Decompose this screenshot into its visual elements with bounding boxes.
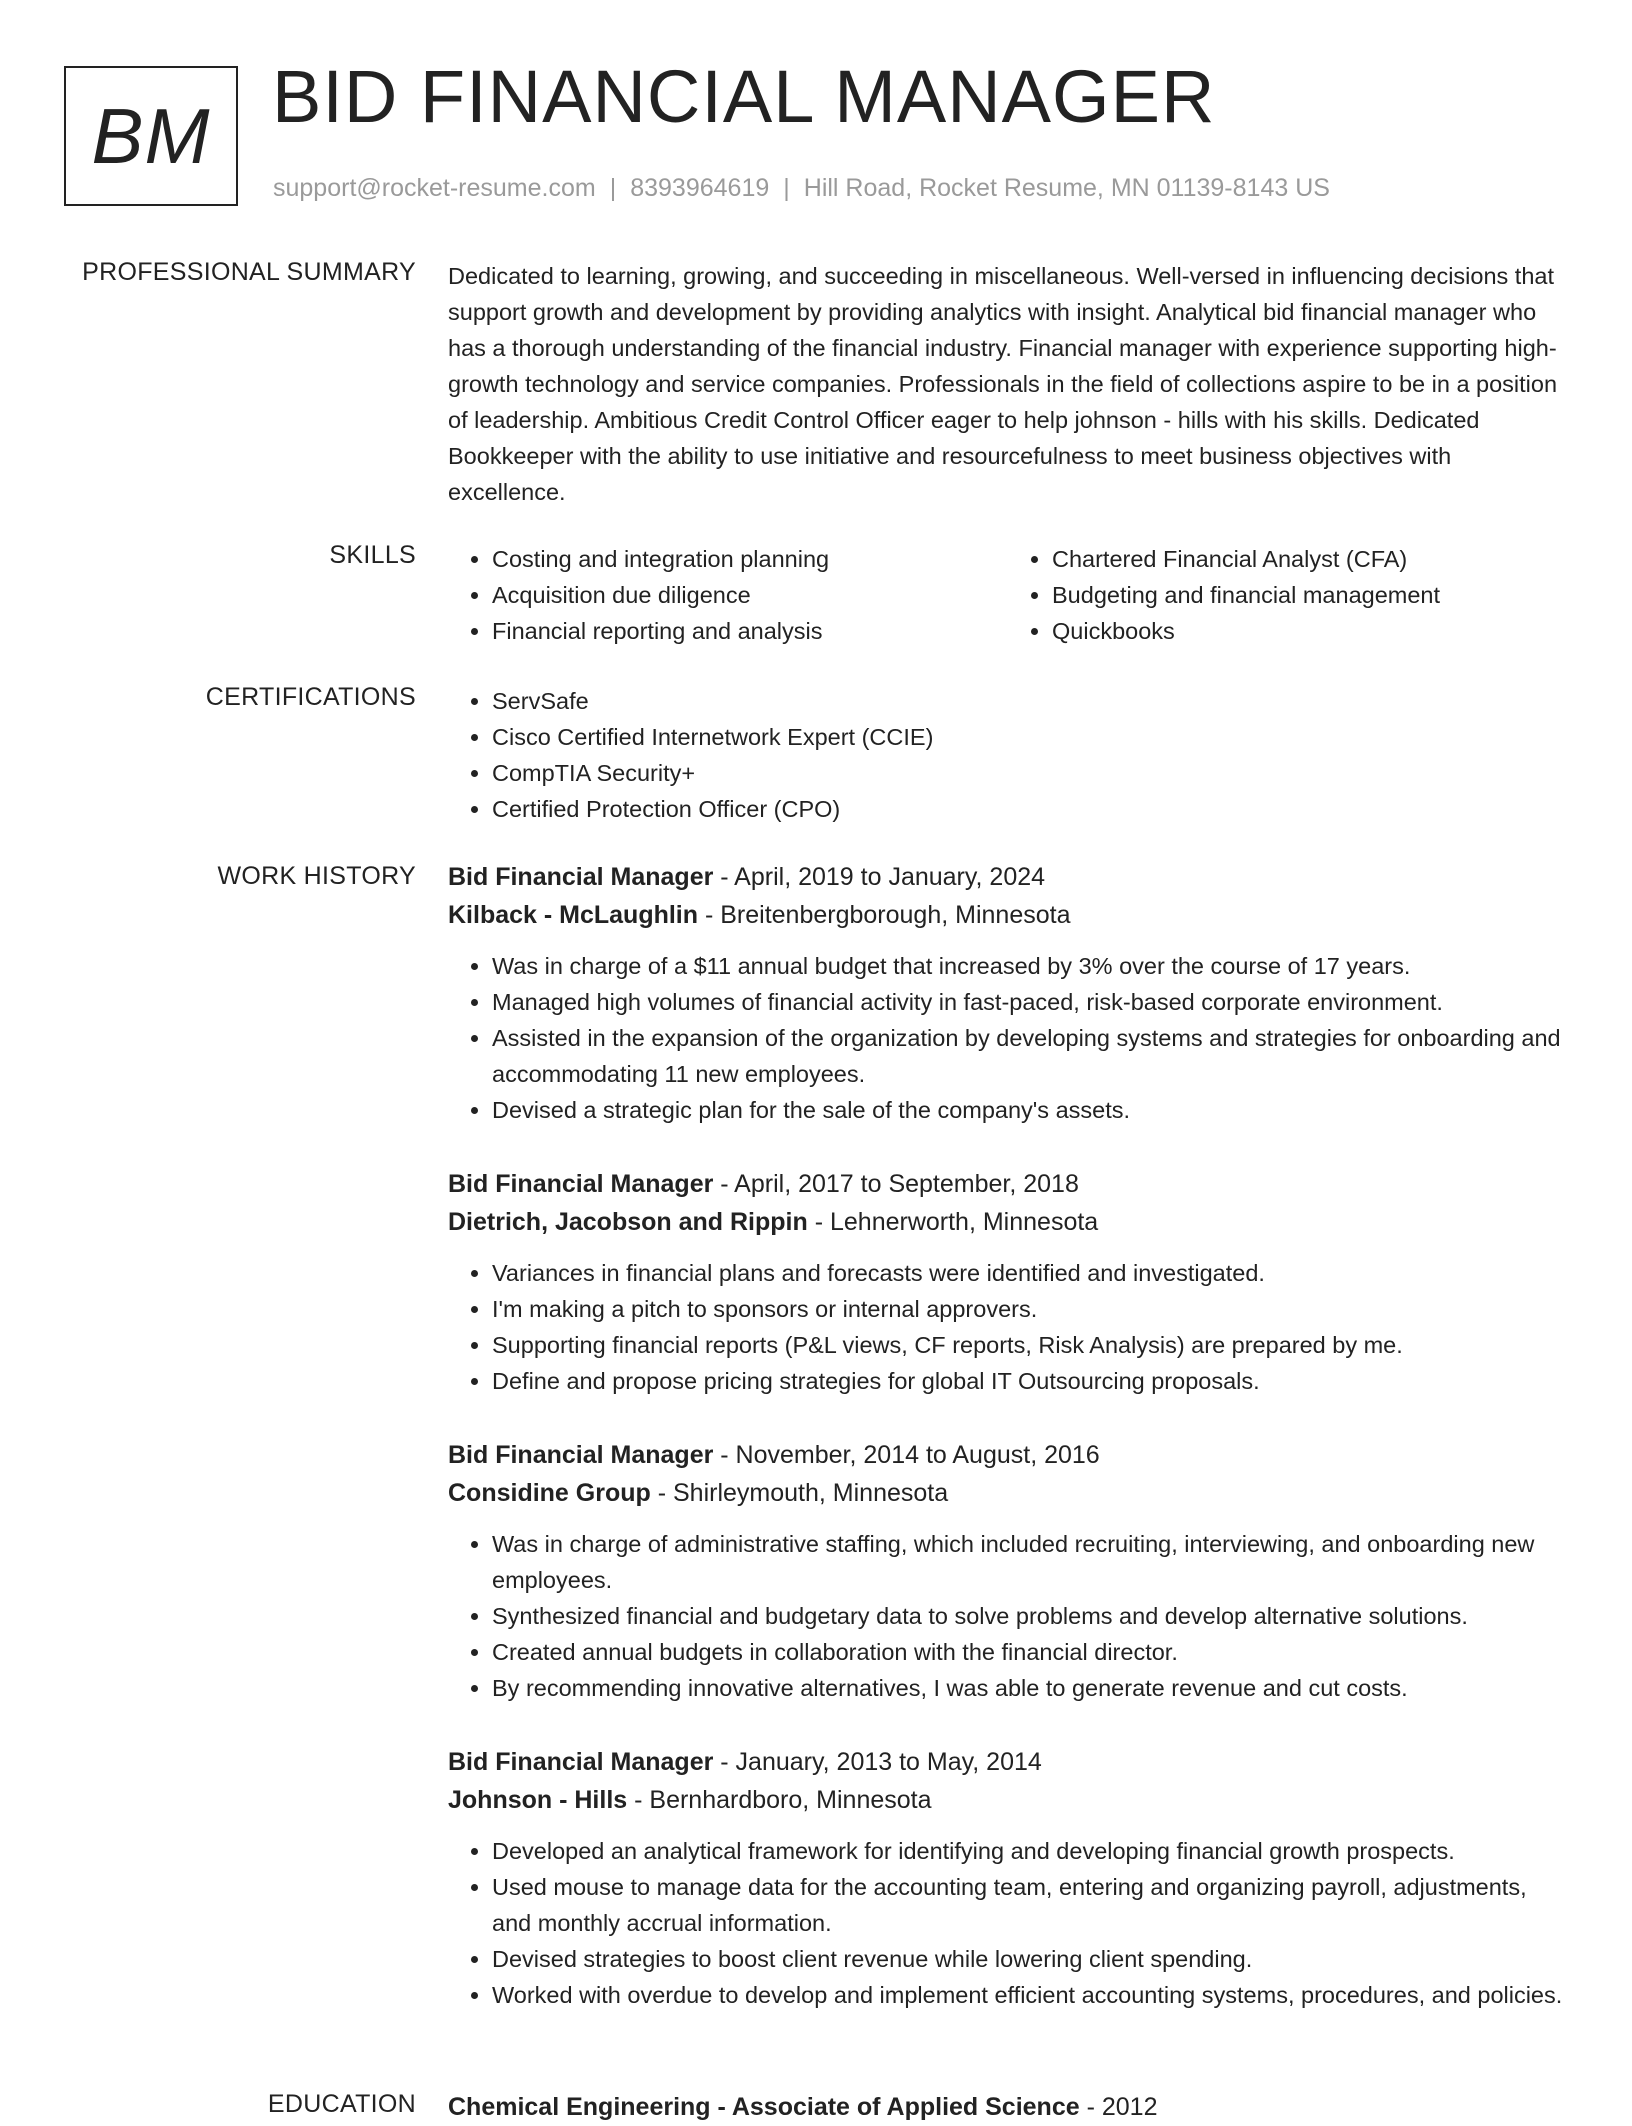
job-bullet: • Created annual budgets in collaboration with the financial director. (492, 1634, 1568, 1670)
job-title-line (448, 1743, 1568, 1781)
skill-item: • Costing and integration planning (492, 541, 1008, 577)
job-title-line (448, 858, 1568, 896)
job-location: - Breitenbergborough, Minnesota (698, 901, 1071, 929)
job-bullet: • Supporting financial reports (P&L views, CF reports, Risk Analysis) are prepared by me. (492, 1327, 1568, 1363)
job-bullet: • Managed high volumes of financial activity in fast-paced, risk-based corporate environment. (492, 984, 1568, 1020)
section-heading-certifications: CERTIFICATIONS (205, 683, 416, 711)
job-dates: - April, 2019 to January, 2024 (713, 863, 1046, 891)
skill-item: • Budgeting and financial management (1052, 577, 1568, 613)
summary-text: Dedicated to learning, growing, and succeeding in miscellaneous. Well-versed in influencing decisions that support growth and development by providing analytics with insight. Analytical bid financial manager who has a thorough understanding of the financial industry. Financial manager with experience supporting high-growth technology and service companies. Professionals in the field of collections aspire to be in a position of leadership. Ambitious Credit Control Officer eager to help johnson - hills with his skills. Dedicated Bookkeeper with the ability to use initiative and resourcefulness to meet business objectives with excellence. (448, 263, 1558, 505)
page-title: BID FINANCIAL MANAGER (272, 55, 1216, 138)
job-title-line (448, 1436, 1568, 1474)
job-dates: - April, 2017 to September, 2018 (713, 1170, 1079, 1198)
job-company-line (448, 1203, 1568, 1241)
skill-item: • Quickbooks (1052, 613, 1568, 649)
job-company-line (448, 896, 1568, 934)
job-location: - Shirleymouth, Minnesota (650, 1479, 949, 1507)
section-heading-summary: PROFESSIONAL SUMMARY (82, 258, 416, 286)
job-bullet: • Was in charge of administrative staffing, which included recruiting, interviewing, and onboarding new employees. (492, 1526, 1568, 1598)
skills-body (448, 541, 1568, 649)
certification-item: • ServSafe (492, 683, 1568, 719)
education-degree: Chemical Engineering - Associate of Applied Science (448, 2093, 1080, 2121)
skill-item: • Chartered Financial Analyst (CFA) (1052, 541, 1568, 577)
skills-list-right (1008, 541, 1568, 649)
certifications-body (448, 683, 1568, 827)
section-heading-education: EDUCATION (267, 2090, 416, 2118)
job-dates: - November, 2014 to August, 2016 (713, 1441, 1100, 1469)
job-title: Bid Financial Manager (448, 1441, 714, 1469)
skill-item: • Financial reporting and analysis (492, 613, 1008, 649)
job-entry (448, 858, 1568, 1128)
job-company-line (448, 1474, 1568, 1512)
monogram-box (64, 66, 238, 206)
job-bullet: • Was in charge of a $11 annual budget that increased by 3% over the course of 17 years. (492, 948, 1568, 984)
job-company: Johnson - Hills (448, 1786, 628, 1814)
certifications-list (448, 683, 1568, 827)
job-bullet: • Devised strategies to boost client revenue while lowering client spending. (492, 1941, 1568, 1977)
job-title-line (448, 1165, 1568, 1203)
job-company: Kilback - McLaughlin (448, 901, 699, 929)
job-location: - Bernhardboro, Minnesota (627, 1786, 932, 1814)
contact-phone[interactable]: 8393964619 (630, 174, 770, 202)
section-heading-skills: SKILLS (329, 541, 416, 569)
job-dates: - January, 2013 to May, 2014 (713, 1748, 1042, 1776)
certification-item: • CompTIA Security+ (492, 755, 1568, 791)
skill-item: • Acquisition due diligence (492, 577, 1008, 613)
job-bullet: • I'm making a pitch to sponsors or internal approvers. (492, 1291, 1568, 1327)
job-bullets (448, 1255, 1568, 1399)
education-line (448, 2088, 1568, 2126)
job-title: Bid Financial Manager (448, 863, 714, 891)
job-entry (448, 1436, 1568, 1706)
job-entry (448, 1743, 1568, 2013)
contact-line (273, 174, 1330, 203)
job-bullets (448, 948, 1568, 1128)
job-entry (448, 1165, 1568, 1399)
education-year: - 2012 (1079, 2093, 1158, 2121)
certification-item: • Certified Protection Officer (CPO) (492, 791, 1568, 827)
job-bullet: • Assisted in the expansion of the organization by developing systems and strategies for onboarding and accommodating 11 new employees. (492, 1020, 1568, 1092)
job-company-line (448, 1781, 1568, 1819)
contact-separator: | (609, 174, 617, 202)
contact-address: Hill Road, Rocket Resume, MN 01139-8143 US (803, 174, 1330, 202)
job-title: Bid Financial Manager (448, 1170, 714, 1198)
job-bullet: • Devised a strategic plan for the sale of the company's assets. (492, 1092, 1568, 1128)
skills-list-left (448, 541, 1008, 649)
contact-separator: | (783, 174, 790, 202)
job-bullet: • Used mouse to manage data for the accounting team, entering and organizing payroll, adjustments, and monthly accrual information. (492, 1869, 1568, 1941)
section-heading-work-history: WORK HISTORY (217, 862, 416, 890)
job-company: Dietrich, Jacobson and Rippin (448, 1208, 808, 1236)
job-title: Bid Financial Manager (448, 1748, 714, 1776)
job-location: - Lehnerworth, Minnesota (807, 1208, 1099, 1236)
contact-email[interactable]: support@rocket-resume.com (273, 174, 596, 202)
certification-item: • Cisco Certified Internetwork Expert (CCIE) (492, 719, 1568, 755)
job-bullets (448, 1526, 1568, 1706)
job-company: Considine Group (448, 1479, 651, 1507)
job-bullet: • Synthesized financial and budgetary data to solve problems and develop alternative solutions. (492, 1598, 1568, 1634)
education-body (448, 2088, 1568, 2126)
job-bullets (448, 1833, 1568, 2013)
job-bullet: • By recommending innovative alternatives, I was able to generate revenue and cut costs. (492, 1670, 1568, 1706)
monogram-initials: BM (91, 91, 211, 180)
job-bullet: • Variances in financial plans and forecasts were identified and investigated. (492, 1255, 1568, 1291)
job-bullet: • Developed an analytical framework for identifying and developing financial growth prospects. (492, 1833, 1568, 1869)
job-bullet: • Define and propose pricing strategies for global IT Outsourcing proposals. (492, 1363, 1568, 1399)
job-bullet: • Worked with overdue to develop and implement efficient accounting systems, procedures, and policies. (492, 1977, 1568, 2013)
summary-body (448, 258, 1568, 510)
